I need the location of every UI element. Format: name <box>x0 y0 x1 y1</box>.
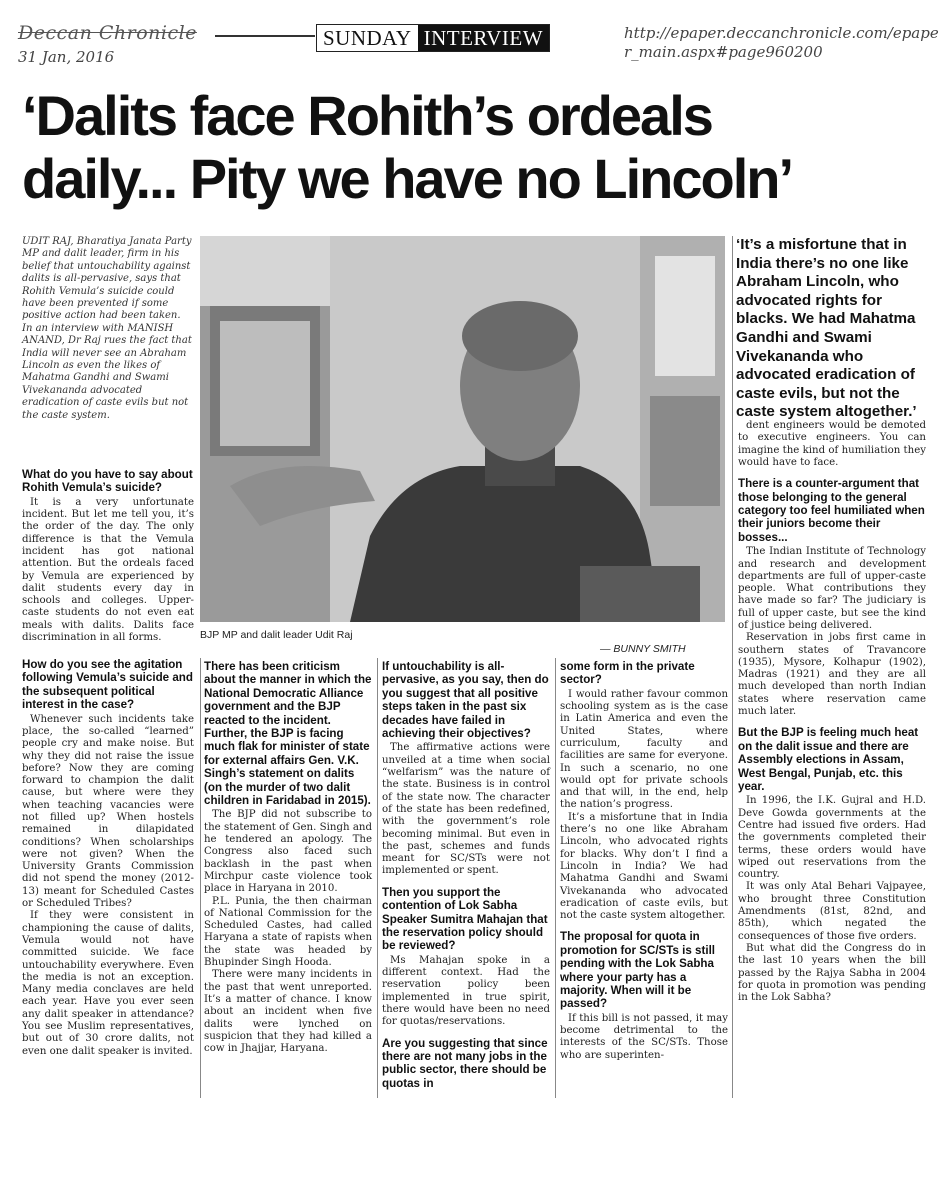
question-1: What do you have to say about Rohith Vemula’s suicide? <box>22 468 193 495</box>
intro-text: UDIT RAJ, Bharatiya Janata Party MP and dalit leader, firm in his belief that untouchability against dalits is all-pervasive, says that Rohith Vemula’s suicide could have been prevented if some positive action had been taken. In an interview with MANISH ANAND, Dr Raj rues the fact that India will never see an Abraham Lincoln as even the likes of Mahatma Gandhi and Swami Vivekananda advocated eradication of caste evils but not the caste system. <box>22 236 192 421</box>
answer-7-cont: dent engineers would be demoted to executive engineers. You can imagine the kind of humiliation they would have to face. <box>738 420 926 468</box>
pull-quote: ‘It’s a misfortune that in India there’s no one like Abraham Lincoln, who advocated rights for blacks. We had Mahatma Gandhi and Swami Vivekananda who advocated eradication of caste evils, but not the caste system altogether.’ <box>736 236 917 421</box>
answer-9a: In 1996, the I.K. Gujral and H.D. Deve Gowda governments at the Centre had issued five orders. Had the governments completed their terms, these orders would have wiped out reservations from the country. <box>738 795 926 881</box>
answer-8b: Reservation in jobs first came in southern states of Travancore (1935), Mysore, Kolhapur (1902), Madras (1921) and they are all much developed than north Indian states where reservation came much later. <box>738 632 926 718</box>
section-badge <box>316 24 550 52</box>
column-divider <box>555 658 556 1098</box>
question-2: How do you see the agitation following Vemula’s suicide and the subsequent political interest in the case? <box>22 658 193 712</box>
answer-9b: It was only Atal Behari Vajpayee, who brought three Constitution Amendments (81st, 82nd, and 85th), which negated the consequences of those five orders. <box>738 881 926 942</box>
column-divider <box>732 236 733 1098</box>
column-divider <box>200 658 201 1098</box>
interview-photo <box>200 236 725 622</box>
answer-6b: It’s a misfortune that in India there’s no one like Abraham Lincoln, who advocated rights for blacks. Why don’t I find a Lincoln in India? We had Mahatma Gandhi and Swami Vivekananda who advocated eradication of caste evils, but not the caste system altogether. <box>560 811 728 922</box>
answer-5: Ms Mahajan spoke in a different context. Had the reservation policy been implemented in true spirit, there would have been no need for quotas/reservations. <box>382 954 550 1028</box>
column-3 <box>382 660 550 1092</box>
column-left-top <box>22 468 194 644</box>
photo-caption: BJP MP and dalit leader Udit Raj <box>200 629 353 641</box>
answer-3a: The BJP did not subscribe to the statement of Gen. Singh and he tendered an apology. The Congress also faced such backlash in the past when Mirchpur caste violence took place in Haryana in 2010. <box>204 809 372 895</box>
answer-6a: I would rather favour common schooling system as is the case in Latin America and even the United States, where curriculum, faculty and facilities are same for everyone. In such a scenario, no one would opt for private schools and that will, in the end, help the nation’s progress. <box>560 688 728 811</box>
answer-4: The affirmative actions were unveiled at a time when social “welfarism” was the nature of the state. Business is in control of the state now. The character of the state has been redefined, with the government’s role becoming minimal. But even in the past, schemes and funds meant for SC/STs were not implemented or spent. <box>382 742 550 877</box>
dateline: 31 Jan, 2016 <box>18 48 115 66</box>
question-7: The proposal for quota in promotion for SC/STs is still pending with the Lok Sabha where your party has a majority. When will it be passed? <box>560 930 716 1011</box>
photo-credit: — BUNNY SMITH <box>600 643 686 655</box>
headline <box>22 84 932 210</box>
answer-2b: If they were consistent in championing the cause of dalits, Vemula would not have committed suicide. We face untouchability everywhere. Even the media is not an exception. Many media conclaves are held each year. Have you ever seen any dalit speaker in attendance? You see Muslim representatives, but out of 30 crore dalits, not even one dalit speaker is invited. <box>22 910 194 1057</box>
question-6: Are you suggesting that since there are not many jobs in the public sector, there should be quotas in <box>382 1036 548 1090</box>
masthead: Deccan Chronicle <box>18 22 197 44</box>
answer-7: If this bill is not passed, it may become detrimental to the interests of the SC/STs. Those who are superinten- <box>560 1012 728 1061</box>
masthead-rule <box>215 35 315 37</box>
question-9: But the BJP is feeling much heat on the dalit issue and there are Assembly elections in Assam, West Bengal, Punjab, etc. this year. <box>738 726 919 793</box>
answer-3b: P.L. Punia, the then chairman of National Commission for the Scheduled Castes, had called Haryana a state of rapists when the state was headed by Bhupinder Singh Hooda. <box>204 895 372 969</box>
section-label-interview: INTERVIEW <box>418 25 549 51</box>
answer-1: It is a very unfortunate incident. But let me tell you, it’s the order of the day. The only difference is that the Vemula incident has got national attention. But the ordeals faced by Vemula are experienced by dalit students every day in schools and colleges. Upper-caste students do not even eat meals with dalits. Dalits face discrimination in all forms. <box>22 496 194 644</box>
answer-9c: But what did the Congress do in the last 10 years when the bill passed by the Rajya Sabha in 2004 for quota in promotion was pending in the Lok Sabha? <box>738 942 926 1004</box>
column-2 <box>204 660 372 1055</box>
question-3: There has been criticism about the manner in which the National Democratic Alliance government and the BJP reacted to the incident. Further, the BJP is facing much flak for minister of state for external affairs Gen. V.K. Singh’s statement on dalits (on the murder of two dalit children in Faridabad in 2015). <box>204 660 372 808</box>
headline-line-1: ‘Dalits face Rohith’s ordeals <box>22 84 712 147</box>
column-4 <box>560 660 728 1062</box>
column-divider <box>377 658 378 1098</box>
portrait-illustration <box>200 236 725 622</box>
column-1 <box>22 658 194 1058</box>
question-6-cont: some form in the private sector? <box>560 660 695 687</box>
column-5 <box>738 420 926 1004</box>
answer-2a: Whenever such incidents take place, the so-called “learned” people cry and make noise. But why they did not raise the issue before? Now they are coming forward to champion the dalit cause, but where were they when teaching vacancies were not filled up? When hostels remained in dilapidated conditions? When scholarships were not given? When the University Grants Commission did not spend the money (2012-13) meant for Scheduled Castes or Scheduled Tribes? <box>22 713 194 910</box>
source-url: http://epaper.deccanchronicle.com/epaper_main.aspx#page960200 <box>624 24 939 61</box>
question-5: Then you support the contention of Lok Sabha Speaker Sumitra Mahajan that the reservation policy should be reviewed? <box>382 885 548 953</box>
question-8: There is a counter-argument that those belonging to the general category too feel humiliated when their juniors become their bosses... <box>738 477 925 544</box>
answer-8a: The Indian Institute of Technology and research and development departments are full of upper-caste people. What contributions they have made so far? The judiciary is full of upper caste, but see the kind of justice being delivered. <box>738 546 926 631</box>
answer-3c: There were many incidents in the past that went unreported. It’s a matter of chance. I know about an incident when five dalits were lynched on suspicion that they had killed a cow in Jhajjar, Haryana. <box>204 969 372 1055</box>
headline-line-2: daily... Pity we have no Lincoln’ <box>22 147 793 210</box>
section-label-sunday: SUNDAY <box>317 25 418 51</box>
question-4: If untouchability is all-pervasive, as you say, then do you suggest that all positive steps taken in the past six decades have failed in achieving their objectives? <box>382 660 549 741</box>
